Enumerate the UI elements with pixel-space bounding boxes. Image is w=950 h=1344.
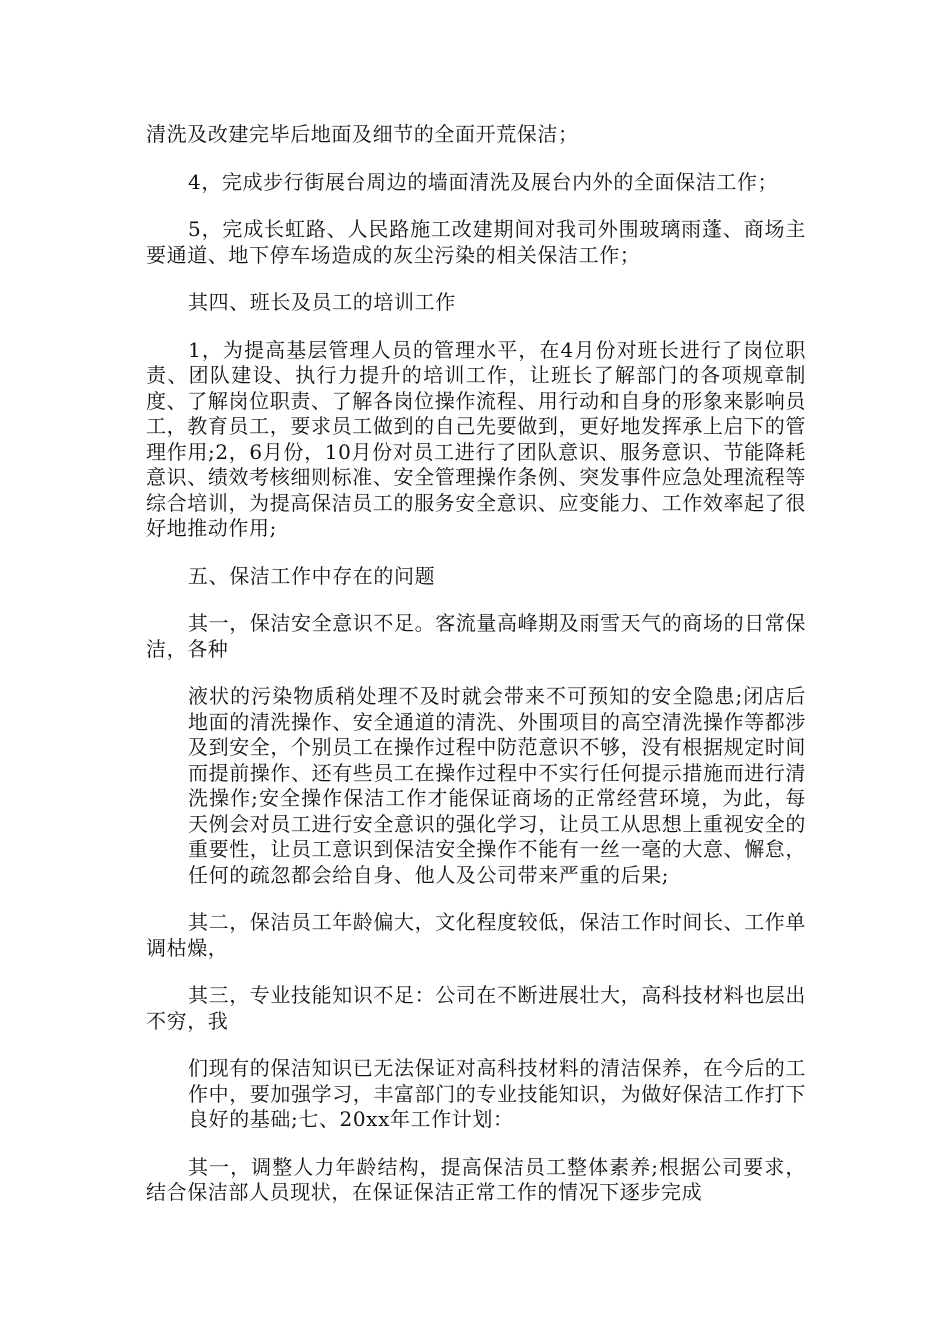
paragraph-item-4: 4，完成步行街展台周边的墙面清洗及展台内外的全面保洁工作；	[188, 169, 779, 194]
paragraph-problem-3-continued: 们现有的保洁知识已无法保证对高科技材料的清洁保养，在今后的工作中，要加强学习，丰富部门的专业技能知识，为做好保洁工作打下良好的基础;七、20xx年工作计划：	[188, 1056, 806, 1131]
paragraph-cleaning-renovation: 清洗及改建完毕后地面及细节的全面开荒保洁；	[146, 122, 579, 146]
paragraph-problem-3: 其三，专业技能知识不足：公司在不断进展壮大，高科技材料也层出不穷，我	[146, 983, 806, 1033]
paragraph-problem-1: 其一，保洁安全意识不足。客流量高峰期及雨雪天气的商场的日常保洁，各种	[146, 611, 806, 661]
paragraph-item-5: 5，完成长虹路、人民路施工改建期间对我司外围玻璃雨蓬、商场主要通道、地下停车场造成的灰尘污染的相关保洁工作；	[146, 217, 806, 267]
section-heading-training: 其四、班长及员工的培训工作	[188, 290, 456, 314]
paragraph-problem-2: 其二，保洁员工年龄偏大，文化程度较低，保洁工作时间长、工作单调枯燥，	[146, 910, 806, 960]
paragraph-training-detail: 1，为提高基层管理人员的管理水平，在4月份对班长进行了岗位职责、团队建设、执行力提升的培训工作，让班长了解部门的各项规章制度、了解岗位职责、了解各岗位操作流程、用行动和自身的形象来影响员工，教育员工，要求员工做到的自己先要做到，更好地发挥承上启下的管理作用;2，6月份，10月份对员工进行了团队意识、服务意识、节能降耗意识、绩效考核细则标准、安全管理操作条例、突发事件应急处理流程等综合培训，为提高保洁员工的服务安全意识、应变能力、工作效率起了很好地推动作用;	[146, 337, 806, 540]
section-heading-problems: 五、保洁工作中存在的问题	[188, 563, 436, 588]
paragraph-problem-1-continued: 液状的污染物质稍处理不及时就会带来不可预知的安全隐患;闭店后地面的清洗操作、安全通道的清洗、外围项目的高空清洗操作等都涉及到安全，个别员工在操作过程中防范意识不够，没有根据规定时间而提前操作、还有些员工在操作过程中不实行任何提示措施而进行清洗操作;安全操作保洁工作才能保证商场的正常经营环境，为此，每天例会对员工进行安全意识的强化学习，让员工从思想上重视安全的重要性，让员工意识到保洁安全操作不能有一丝一毫的大意、懈怠，任何的疏忽都会给自身、他人及公司带来严重的后果;	[188, 684, 806, 887]
paragraph-plan-1: 其一，调整人力年龄结构，提高保洁员工整体素养;根据公司要求，结合保洁部人员现状，在保证保洁正常工作的情况下逐步完成	[146, 1154, 806, 1204]
document-body	[146, 122, 806, 1228]
